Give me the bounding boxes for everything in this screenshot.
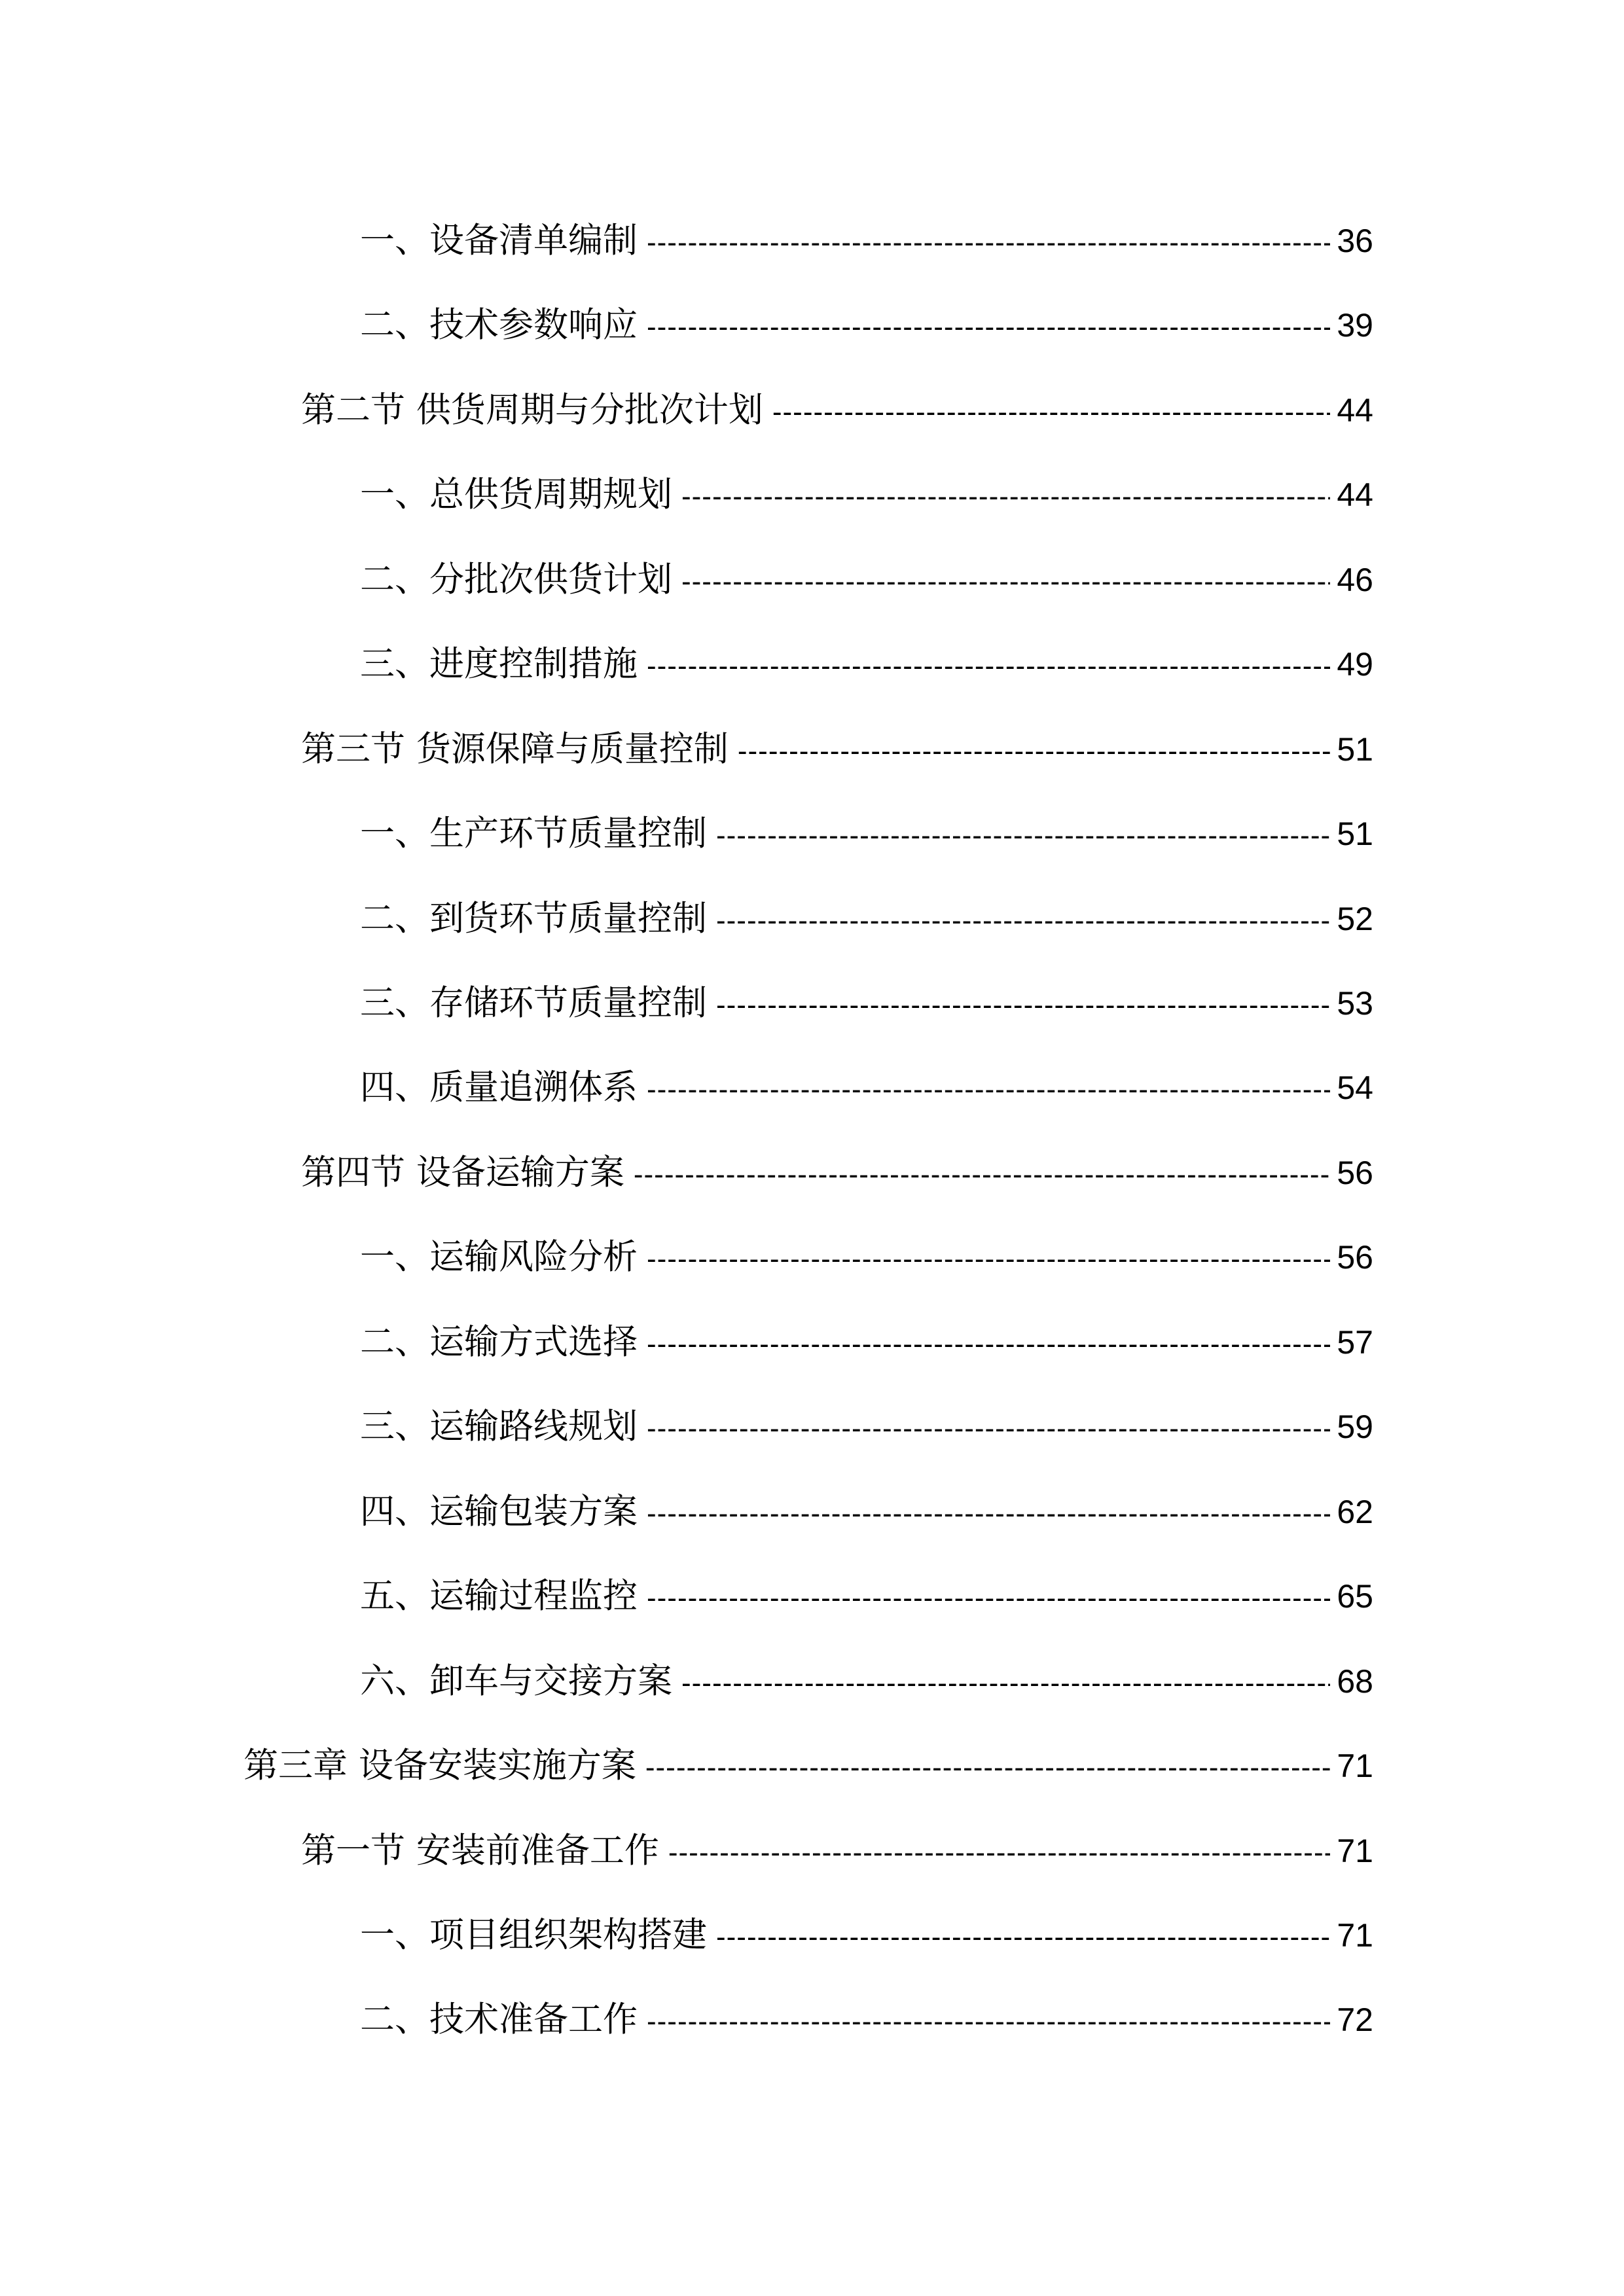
toc-dot-leader bbox=[716, 806, 1330, 865]
toc-entry[interactable] bbox=[360, 1652, 1373, 1711]
toc-entry-title: 三、存储环节质量控制 bbox=[360, 983, 707, 1023]
toc-entry-title: 第三章 设备安装实施方案 bbox=[244, 1746, 636, 1785]
toc-dot-leader bbox=[716, 976, 1330, 1035]
toc-entry-title: 第二节 供货周期与分批次计划 bbox=[301, 390, 763, 430]
toc-entry-page: 49 bbox=[1337, 646, 1373, 683]
toc-dot-leader bbox=[647, 1399, 1330, 1458]
toc-dot-leader bbox=[647, 637, 1330, 696]
toc-entry-page: 36 bbox=[1337, 223, 1373, 259]
toc-entry-title: 一、设备清单编制 bbox=[360, 221, 638, 260]
toc-entry-page: 44 bbox=[1337, 476, 1373, 513]
toc-entry[interactable] bbox=[360, 635, 1373, 694]
toc-entry[interactable] bbox=[360, 1990, 1373, 2049]
toc-entry-title: 二、分批次供货计划 bbox=[360, 560, 672, 600]
toc-entry-page: 52 bbox=[1337, 901, 1373, 937]
toc-entry[interactable] bbox=[360, 889, 1373, 948]
toc-entry-title: 第四节 设备运输方案 bbox=[301, 1153, 624, 1193]
toc-dot-leader bbox=[738, 722, 1331, 781]
toc-entry[interactable] bbox=[301, 381, 1373, 440]
toc-entry-title: 第三节 货源保障与质量控制 bbox=[301, 729, 729, 769]
toc-dot-leader bbox=[647, 298, 1330, 357]
toc-entry-page: 65 bbox=[1337, 1578, 1373, 1615]
toc-entry-title: 四、质量追溯体系 bbox=[360, 1067, 638, 1107]
toc-dot-leader bbox=[772, 383, 1331, 442]
toc-dot-leader bbox=[647, 1315, 1330, 1374]
toc-entry-page: 72 bbox=[1337, 2001, 1373, 2038]
toc-entry-title: 一、生产环节质量控制 bbox=[360, 814, 707, 853]
toc-entry-page: 44 bbox=[1337, 392, 1373, 429]
toc-entry[interactable] bbox=[360, 974, 1373, 1033]
toc-entry-page: 57 bbox=[1337, 1324, 1373, 1361]
toc-entry[interactable] bbox=[244, 1736, 1373, 1795]
toc-dot-leader bbox=[647, 213, 1330, 272]
toc-entry-page: 51 bbox=[1337, 816, 1373, 852]
toc-entry-page: 54 bbox=[1337, 1069, 1373, 1106]
toc-entry[interactable] bbox=[360, 804, 1373, 863]
toc-entry-title: 三、运输路线规划 bbox=[360, 1407, 638, 1446]
toc-entry[interactable] bbox=[360, 550, 1373, 609]
toc-dot-leader bbox=[647, 1060, 1330, 1119]
toc-entry-title: 二、技术准备工作 bbox=[360, 2000, 638, 2039]
toc-entry-title: 二、技术参数响应 bbox=[360, 305, 638, 345]
toc-dot-leader bbox=[647, 1992, 1330, 2051]
toc-entry[interactable] bbox=[360, 1397, 1373, 1456]
toc-entry-title: 五、运输过程监控 bbox=[360, 1576, 638, 1616]
toc-entry-title: 二、运输方式选择 bbox=[360, 1322, 638, 1362]
toc-entry-page: 71 bbox=[1337, 1917, 1373, 1954]
toc-entry-title: 六、卸车与交接方案 bbox=[360, 1661, 672, 1701]
toc-entry[interactable] bbox=[360, 1228, 1373, 1287]
toc-entry[interactable] bbox=[360, 1313, 1373, 1372]
toc-dot-leader bbox=[681, 1654, 1330, 1713]
toc-dot-leader bbox=[681, 467, 1330, 526]
toc-dot-leader bbox=[716, 891, 1330, 950]
toc-dot-leader bbox=[716, 1908, 1330, 1967]
toc-entry-page: 71 bbox=[1337, 1748, 1373, 1784]
toc-entry-page: 39 bbox=[1337, 307, 1373, 344]
toc-entry[interactable] bbox=[301, 1143, 1373, 1202]
toc-dot-leader bbox=[668, 1823, 1331, 1882]
toc-dot-leader bbox=[647, 1230, 1330, 1289]
toc-entry[interactable] bbox=[360, 1567, 1373, 1626]
toc-entry-page: 51 bbox=[1337, 731, 1373, 768]
toc-entry-title: 一、总供货周期规划 bbox=[360, 475, 672, 514]
toc-entry[interactable] bbox=[301, 720, 1373, 779]
toc-dot-leader bbox=[634, 1145, 1331, 1204]
toc-entry-title: 一、项目组织架构搭建 bbox=[360, 1915, 707, 1955]
toc-dot-leader bbox=[647, 1569, 1330, 1628]
toc-dot-leader bbox=[645, 1738, 1331, 1797]
toc-entry[interactable] bbox=[360, 465, 1373, 524]
toc-entry-page: 46 bbox=[1337, 562, 1373, 598]
toc-dot-leader bbox=[647, 1484, 1330, 1543]
toc-entry-page: 53 bbox=[1337, 985, 1373, 1022]
toc-entry-page: 59 bbox=[1337, 1408, 1373, 1445]
toc-entry-page: 56 bbox=[1337, 1155, 1373, 1191]
toc-entry-title: 第一节 安装前准备工作 bbox=[301, 1831, 659, 1871]
toc-entry[interactable] bbox=[301, 1821, 1373, 1880]
toc-entry-page: 71 bbox=[1337, 1833, 1373, 1869]
toc-entry-title: 二、到货环节质量控制 bbox=[360, 899, 707, 939]
toc-entry-page: 62 bbox=[1337, 1494, 1373, 1530]
toc-dot-leader bbox=[681, 552, 1330, 611]
toc-entry[interactable] bbox=[360, 296, 1373, 355]
toc-entry[interactable] bbox=[360, 1482, 1373, 1541]
toc-entry-page: 56 bbox=[1337, 1239, 1373, 1276]
toc-entry[interactable] bbox=[360, 1906, 1373, 1965]
toc-entry-title: 四、运输包装方案 bbox=[360, 1492, 638, 1532]
toc-entry-title: 三、进度控制措施 bbox=[360, 644, 638, 684]
toc-entry[interactable] bbox=[360, 1058, 1373, 1117]
toc-entry-page: 68 bbox=[1337, 1663, 1373, 1700]
toc-entry[interactable] bbox=[360, 211, 1373, 270]
toc-entry-title: 一、运输风险分析 bbox=[360, 1237, 638, 1277]
